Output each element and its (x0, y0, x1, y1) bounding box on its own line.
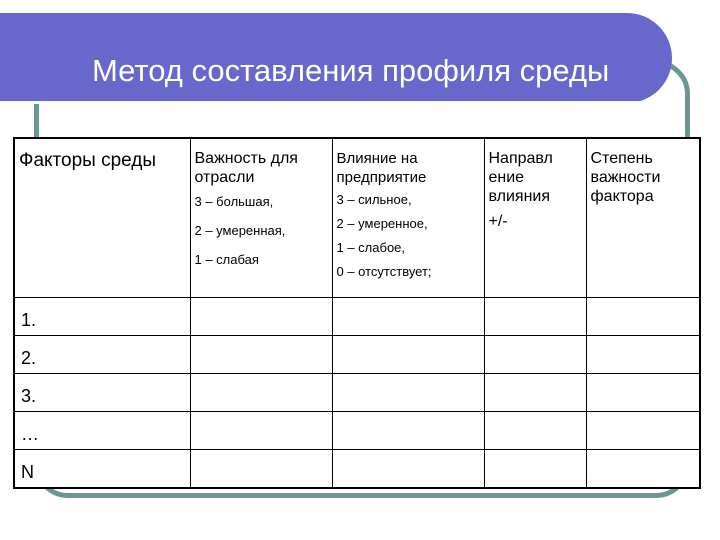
header-enterprise-impact (332, 138, 484, 298)
table-row (14, 450, 700, 488)
header-importance-title: Важность для отрасли (194, 150, 298, 186)
table-cell (484, 412, 586, 450)
environment-profile-table (13, 137, 701, 489)
impact-note: 0 – отсутствует; (336, 264, 432, 279)
header-industry-importance (190, 138, 332, 298)
table-cell (332, 374, 484, 412)
table-cell (190, 298, 332, 336)
slide-title: Метод составления профиля среды (92, 53, 610, 88)
table-cell (484, 450, 586, 488)
row-label: … (14, 412, 190, 450)
table-cell (190, 336, 332, 374)
importance-note: 3 – большая, (194, 194, 274, 209)
table-cell (586, 298, 700, 336)
header-weight-title: Степень важности фактора (590, 150, 661, 205)
table-cell (332, 336, 484, 374)
impact-note: 2 – умеренное, (336, 216, 428, 231)
table-cell (484, 374, 586, 412)
table-row (14, 298, 700, 336)
row-label: 1. (14, 298, 190, 336)
table-cell (332, 298, 484, 336)
direction-note: +/- (488, 213, 508, 230)
header-row (14, 138, 700, 298)
row-label: 2. (14, 336, 190, 374)
table-cell (190, 412, 332, 450)
header-impact-direction (484, 138, 586, 298)
table-cell (586, 412, 700, 450)
table-cell (586, 450, 700, 488)
table-row (14, 336, 700, 374)
table-row (14, 374, 700, 412)
importance-note: 2 – умеренная, (194, 223, 286, 238)
row-label: 3. (14, 374, 190, 412)
table-cell (332, 450, 484, 488)
table-cell (586, 336, 700, 374)
table-cell (586, 374, 700, 412)
table-cell (190, 450, 332, 488)
table-cell (484, 336, 586, 374)
table-cell (332, 412, 484, 450)
title-underline (0, 101, 640, 104)
table-cell (190, 374, 332, 412)
impact-note: 3 – сильное, (336, 192, 412, 207)
header-impact-title: Влияние на предприятие (336, 150, 427, 186)
row-label: N (14, 450, 190, 488)
impact-note: 1 – слабое, (336, 240, 406, 255)
header-factors-title: Факторы среды (19, 150, 157, 171)
table-cell (484, 298, 586, 336)
header-direction-title: Направл ение влияния (488, 150, 553, 205)
header-factors (14, 138, 190, 298)
importance-note: 1 – слабая (194, 252, 259, 267)
header-factor-weight (586, 138, 700, 298)
title-bar (0, 13, 672, 103)
table-row (14, 412, 700, 450)
